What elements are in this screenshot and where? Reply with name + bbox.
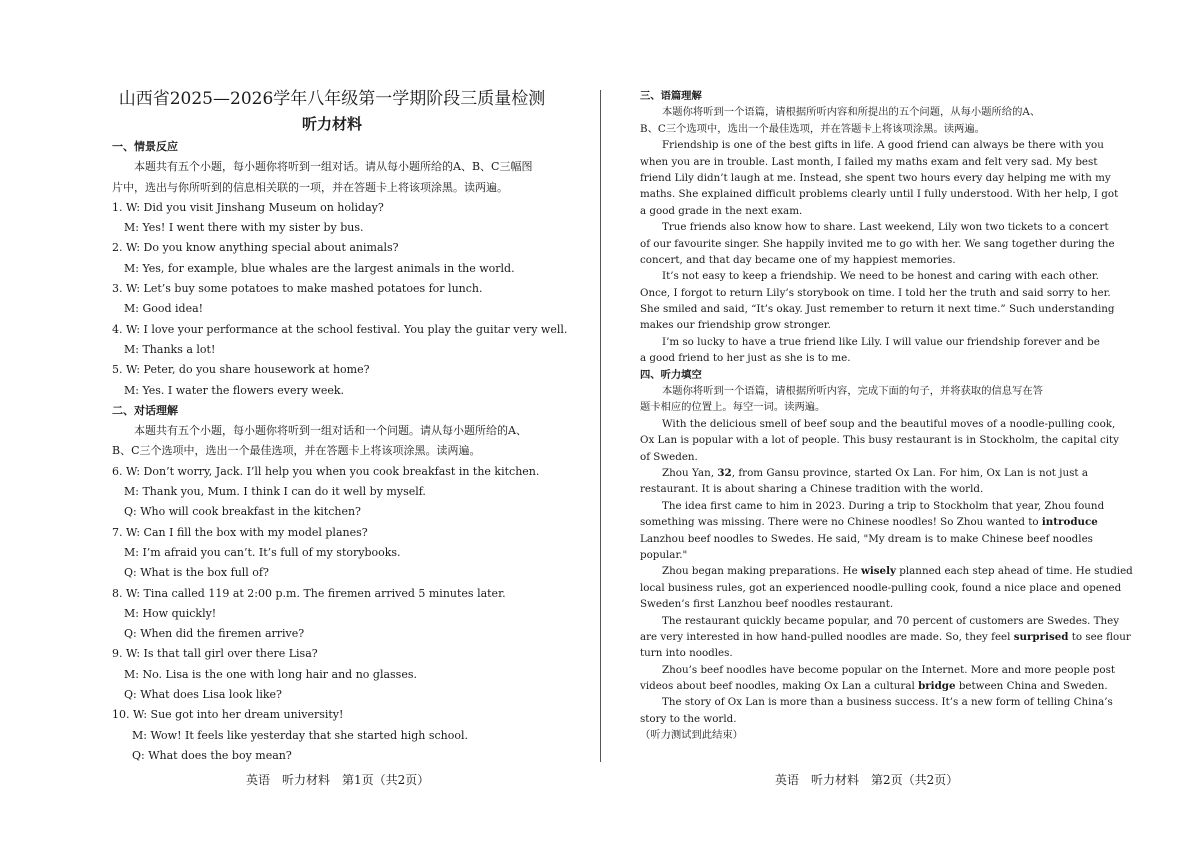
question-line: Q: What does Lisa look like? (124, 688, 282, 702)
dialogue-line: M: How quickly! (124, 606, 217, 620)
text-span: , from Gansu province, started Ox Lan. For him, Ox Lan is not just a (731, 466, 1088, 479)
passage-line (640, 629, 1131, 645)
question-line: Q: When did the firemen arrive? (124, 627, 305, 641)
passage-line: Once, I forgot to return Lily’s storybook on time. I told her the truth and said sorry to her. (640, 286, 1111, 299)
passage-line: Lanzhou beef noodles to Swedes. He said, "My dream is to make Chinese beef noodles (640, 532, 1093, 545)
document-subtitle: 听力材料 (301, 115, 362, 133)
section-heading: 四、听力填空 (640, 368, 702, 381)
dialogue-line: M: Wow! It feels like yesterday that she started high school. (132, 728, 469, 742)
keyword-32: 32 (717, 466, 732, 479)
passage-line (640, 514, 1098, 530)
passage-line: Zhou’s beef noodles have become popular on the Internet. More and more people post (662, 663, 1116, 676)
dialogue-line: M: I’m afraid you can’t. It’s full of my storybooks. (124, 545, 401, 559)
passage-line: makes our friendship grow stronger. (640, 319, 831, 332)
dialogue-line: 7. W: Can I fill the box with my model planes? (112, 525, 368, 539)
question-line: Q: Who will cook breakfast in the kitchen? (124, 505, 361, 519)
dialogue-line: M: Thank you, Mum. I think I can do it well by myself. (124, 485, 426, 499)
page-divider (600, 90, 601, 762)
passage-line: The story of Ox Lan is more than a business success. It’s a new form of telling China’s (662, 696, 1113, 709)
passage-line: With the delicious smell of beef soup and the beautiful moves of a noodle-pulling cook, (662, 417, 1116, 430)
keyword-bridge: bridge (918, 680, 956, 693)
dialogue-line: M: Yes! I went there with my sister by bus. (124, 221, 364, 235)
instruction-line: 本题共有五个小题，每小题你将听到一组对话。请从每小题所给的A、B、C三幅图 (134, 160, 533, 174)
dialogue-line: 2. W: Do you know anything special about animals? (112, 241, 399, 255)
passage-line: She smiled and said, “It’s okay. Just remember to return it next time.” Such understanding (640, 303, 1115, 316)
text-span: planned each step ahead of time. He studied (896, 565, 1133, 578)
passage-line: of our favourite singer. She happily invited me to go with her. We sang together during the (640, 237, 1115, 250)
dialogue-line: 6. W: Don’t worry, Jack. I’ll help you when you cook breakfast in the kitchen. (112, 464, 540, 478)
instruction-line: 本题你将听到一个语篇，请根据所听内容，完成下面的句子，并将获取的信息写在答 (662, 385, 1043, 398)
dialogue-line: M: No. Lisa is the one with long hair and no glasses. (124, 667, 417, 681)
page-1-body (112, 137, 568, 766)
passage-line: True friends also know how to share. Last weekend, Lily won two tickets to a concert (662, 221, 1109, 234)
dialogue-line: 9. W: Is that tall girl over there Lisa? (112, 647, 318, 661)
dialogue-line: M: Yes. I water the flowers every week. (124, 383, 345, 397)
dialogue-line: 5. W: Peter, do you share housework at home? (112, 363, 370, 377)
passage-line: The restaurant quickly became popular, and 70 percent of customers are Swedes. They (662, 614, 1120, 627)
dialogue-line: M: Thanks a lot! (124, 342, 216, 356)
passage-line: turn into noodles. (640, 647, 733, 660)
instruction-line: 题卡相应的位置上。每空一词。读两遍。 (640, 401, 826, 414)
passage-line: maths. She explained difficult problems clearly until I fully understood. With her help, I got (640, 188, 1119, 201)
keyword-introduce: introduce (1041, 516, 1098, 529)
passage-line: friend Lily didn’t laugh at me. Instead, she spent two hours every day helping me with my (640, 171, 1111, 184)
text-span: are very interested in how hand-pulled noodles are made. So, they feel (640, 630, 1014, 643)
passage-line: a good grade in the next exam. (640, 204, 803, 217)
dialogue-line: 3. W: Let’s buy some potatoes to make mashed potatoes for lunch. (112, 282, 483, 296)
instruction-line: B、C三个选项中，选出一个最佳选项，并在答题卡上将该项涂黑。读两遍。 (112, 444, 481, 458)
passage-line: concert, and that day became one of my happiest memories. (640, 253, 956, 266)
instruction-line: 片中，选出与你所听到的信息相关联的一项，并在答题卡上将该项涂黑。读两遍。 (112, 180, 508, 194)
passage-line (640, 678, 1108, 694)
section-heading: 一、情景反应 (112, 140, 178, 153)
instruction-line: B、C三个选项中，选出一个最佳选项，并在答题卡上将该项涂黑。读两遍。 (640, 122, 985, 135)
passage-line (640, 563, 1133, 579)
text-span: something was missing. There were no Chinese noodles! So Zhou wanted to (640, 516, 1042, 529)
section-heading: 二、对话理解 (112, 403, 178, 417)
passage-line: popular." (640, 548, 688, 561)
dialogue-line: 1. W: Did you visit Jinshang Museum on holiday? (112, 200, 384, 214)
section-heading: 三、语篇理解 (640, 90, 702, 102)
passage-line: It’s not easy to keep a friendship. We need to be honest and caring with each other. (662, 270, 1099, 283)
text-span: to see flour (1068, 630, 1131, 643)
passage-line: I’m so lucky to have a true friend like Lily. I will value our friendship forever and be (662, 335, 1100, 348)
text-span: Zhou Yan, (662, 466, 718, 479)
passage-line: Ox Lan is popular with a lot of people. This busy restaurant is in Stockholm, the capital city (640, 434, 1119, 447)
keyword-surprised: surprised (1013, 630, 1069, 643)
page-2-body (640, 88, 1133, 744)
passage-line: restaurant. It is about sharing a Chinese tradition with the world. (640, 483, 984, 496)
passage-line: a good friend to her just as she is to me. (640, 352, 851, 365)
passage-line: of Sweden. (640, 450, 698, 463)
keyword-wisely: wisely (860, 565, 897, 578)
end-note: （听力测试到此结束） (640, 729, 743, 742)
document-title: 山西省2025—2026学年八年级第一学期阶段三质量检测 (118, 89, 546, 109)
page-2-footer: 英语 听力材料 第2页（共2页） (775, 773, 959, 787)
text-span: between China and Sweden. (955, 680, 1108, 693)
passage-line: The idea first came to him in 2023. During a trip to Stockholm that year, Zhou found (662, 499, 1105, 512)
question-line: Q: What does the boy mean? (132, 748, 292, 762)
text-span: Zhou began making preparations. He (662, 565, 861, 578)
instruction-line: 本题共有五个小题，每小题你将听到一组对话和一个问题。请从每小题所给的A、 (134, 424, 527, 438)
passage-line: local business rules, got an experienced noodle-pulling cook, found a nice place and opened (640, 581, 1122, 594)
page-1-footer: 英语 听力材料 第1页（共2页） (246, 773, 430, 787)
question-line: Q: What is the box full of? (124, 566, 269, 580)
instruction-line: 本题你将听到一个语篇，请根据所听内容和所提出的五个问题，从每小题所给的A、 (662, 106, 1041, 119)
dialogue-line: M: Yes, for example, blue whales are the largest animals in the world. (124, 261, 515, 275)
passage-line: Sweden’s first Lanzhou beef noodles restaurant. (640, 598, 894, 611)
dialogue-line: 4. W: I love your performance at the school festival. You play the guitar very well. (112, 322, 568, 336)
dialogue-line: M: Good idea! (124, 302, 204, 316)
passage-line: story to the world. (640, 712, 737, 725)
passage-line: when you are in trouble. Last month, I failed my maths exam and felt very sad. My best (640, 155, 1098, 168)
passage-line: Friendship is one of the best gifts in life. A good friend can always be there with you (662, 139, 1104, 152)
dialogue-line: 8. W: Tina called 119 at 2:00 p.m. The firemen arrived 5 minutes later. (112, 586, 506, 600)
text-span: videos about beef noodles, making Ox Lan a cultural (640, 680, 919, 693)
dialogue-line: 10. W: Sue got into her dream university! (112, 708, 344, 722)
passage-line (640, 465, 1088, 481)
